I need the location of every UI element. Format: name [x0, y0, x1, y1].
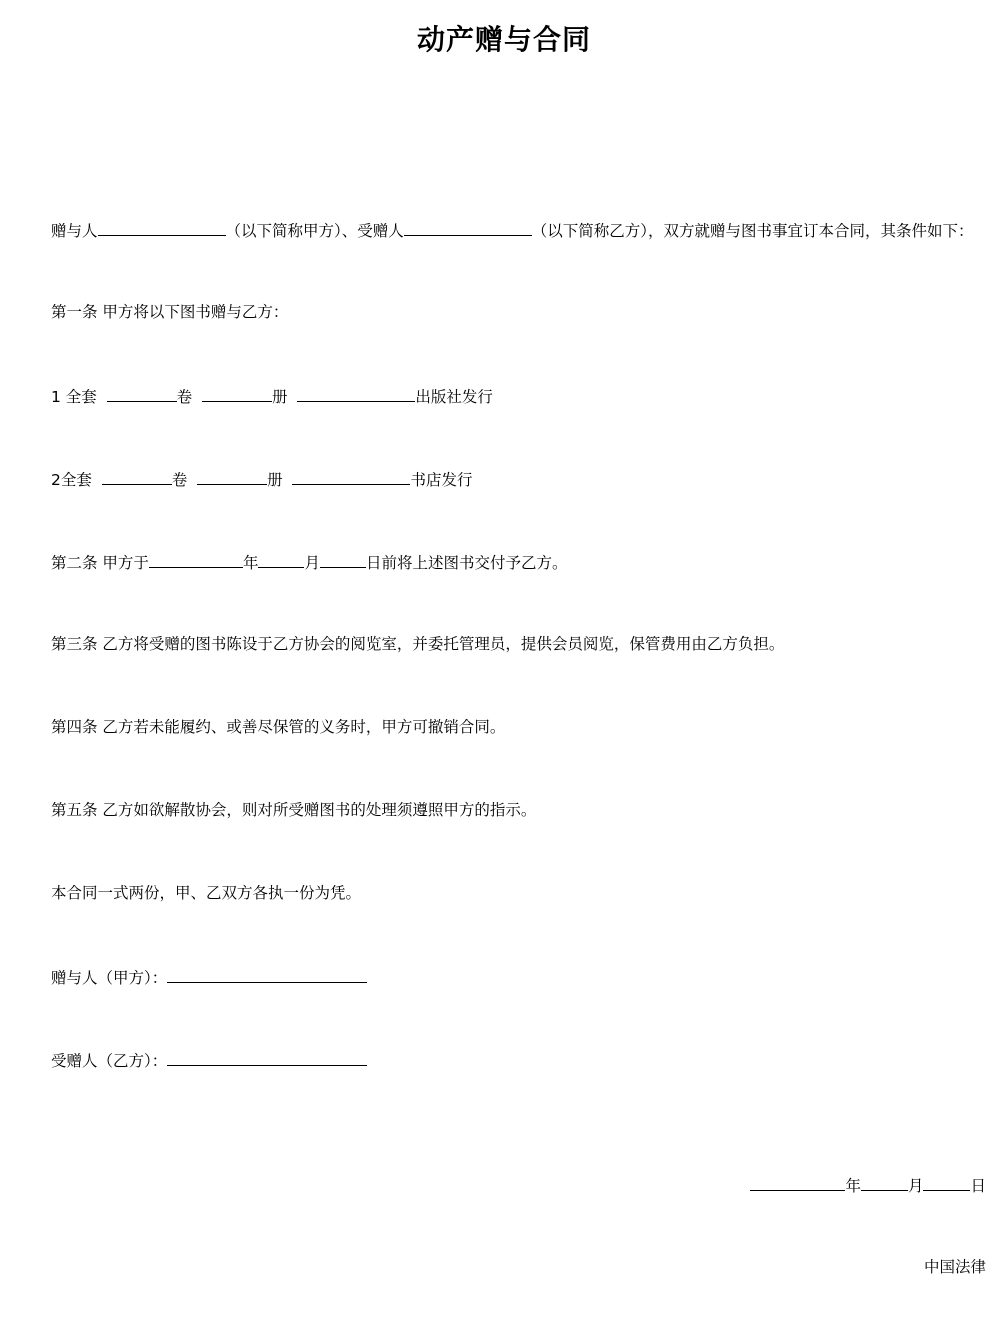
book-item-2: [51, 468, 473, 490]
article2-year: 年: [242, 554, 259, 572]
donor-note: （以下简称甲方）、受赠人: [225, 222, 404, 240]
article2-year-blank[interactable]: [149, 551, 243, 568]
article-3: 第三条 乙方将受赠的图书陈设于乙方协会的阅览室，并委托管理员，提供会员阅览，保管费用由乙方负担。: [51, 635, 785, 653]
item1-publisher-blank[interactable]: [297, 385, 415, 402]
item1-volume-blank[interactable]: [107, 385, 177, 402]
article-5: 第五条 乙方如欲解散协会，则对所受赠图书的处理须遵照甲方的指示。: [51, 801, 537, 819]
book-item-1: [51, 385, 493, 407]
article2-day-blank[interactable]: [320, 551, 366, 568]
date-month-blank[interactable]: [861, 1174, 908, 1191]
item2-publisher-suffix: 书店发行: [410, 471, 473, 489]
donor-label: 赠与人: [51, 222, 98, 240]
item2-store-blank[interactable]: [292, 468, 410, 485]
item2-copy-unit: 册: [267, 471, 283, 489]
item1-publisher-suffix: 出版社发行: [415, 388, 493, 406]
date-year-blank[interactable]: [750, 1174, 845, 1191]
donor-signature-blank[interactable]: [167, 966, 367, 983]
article-2: [51, 551, 567, 573]
item2-volume-blank[interactable]: [102, 468, 172, 485]
document-title: 动产赠与合同: [416, 23, 591, 56]
donee-name-blank[interactable]: [404, 219, 532, 236]
article2-month-blank[interactable]: [258, 551, 304, 568]
donee-note: （以下简称乙方），双方就赠与图书事宜订本合同，其条件如下：: [531, 222, 974, 240]
item1-volume-unit: 卷: [176, 388, 193, 406]
donee-signature-label: 受赠人（乙方）：: [51, 1052, 168, 1070]
donee-signature-line: [51, 1049, 367, 1071]
article2-month: 月: [304, 554, 320, 572]
signing-date-line: [750, 1174, 986, 1196]
article-1: 第一条 甲方将以下图书赠与乙方：: [51, 303, 289, 321]
donor-signature-line: [51, 966, 367, 988]
donor-name-blank[interactable]: [98, 219, 226, 236]
donor-signature-label: 赠与人（甲方）：: [51, 969, 168, 987]
date-day: 日: [970, 1177, 986, 1195]
article2-suffix: 日前将上述图书交付予乙方。: [365, 554, 568, 572]
donee-signature-blank[interactable]: [167, 1049, 367, 1066]
item2-prefix: 2全套: [51, 471, 92, 489]
article-4: 第四条 乙方若未能履约、或善尽保管的义务时，甲方可撤销合同。: [51, 718, 506, 736]
article2-prefix: 第二条 甲方于: [51, 554, 149, 572]
date-day-blank[interactable]: [923, 1174, 970, 1191]
date-month: 月: [907, 1177, 924, 1195]
item2-volume-unit: 卷: [171, 471, 188, 489]
copies-clause: 本合同一式两份，甲、乙双方各执一份为凭。: [51, 884, 362, 902]
date-year: 年: [845, 1177, 861, 1195]
item1-copy-unit: 册: [272, 388, 288, 406]
intro-paragraph: [51, 219, 974, 241]
footer-source: 中国法律: [923, 1258, 986, 1276]
item1-copy-blank[interactable]: [202, 385, 272, 402]
item1-prefix: 1 全套: [51, 388, 97, 406]
item2-copy-blank[interactable]: [197, 468, 267, 485]
